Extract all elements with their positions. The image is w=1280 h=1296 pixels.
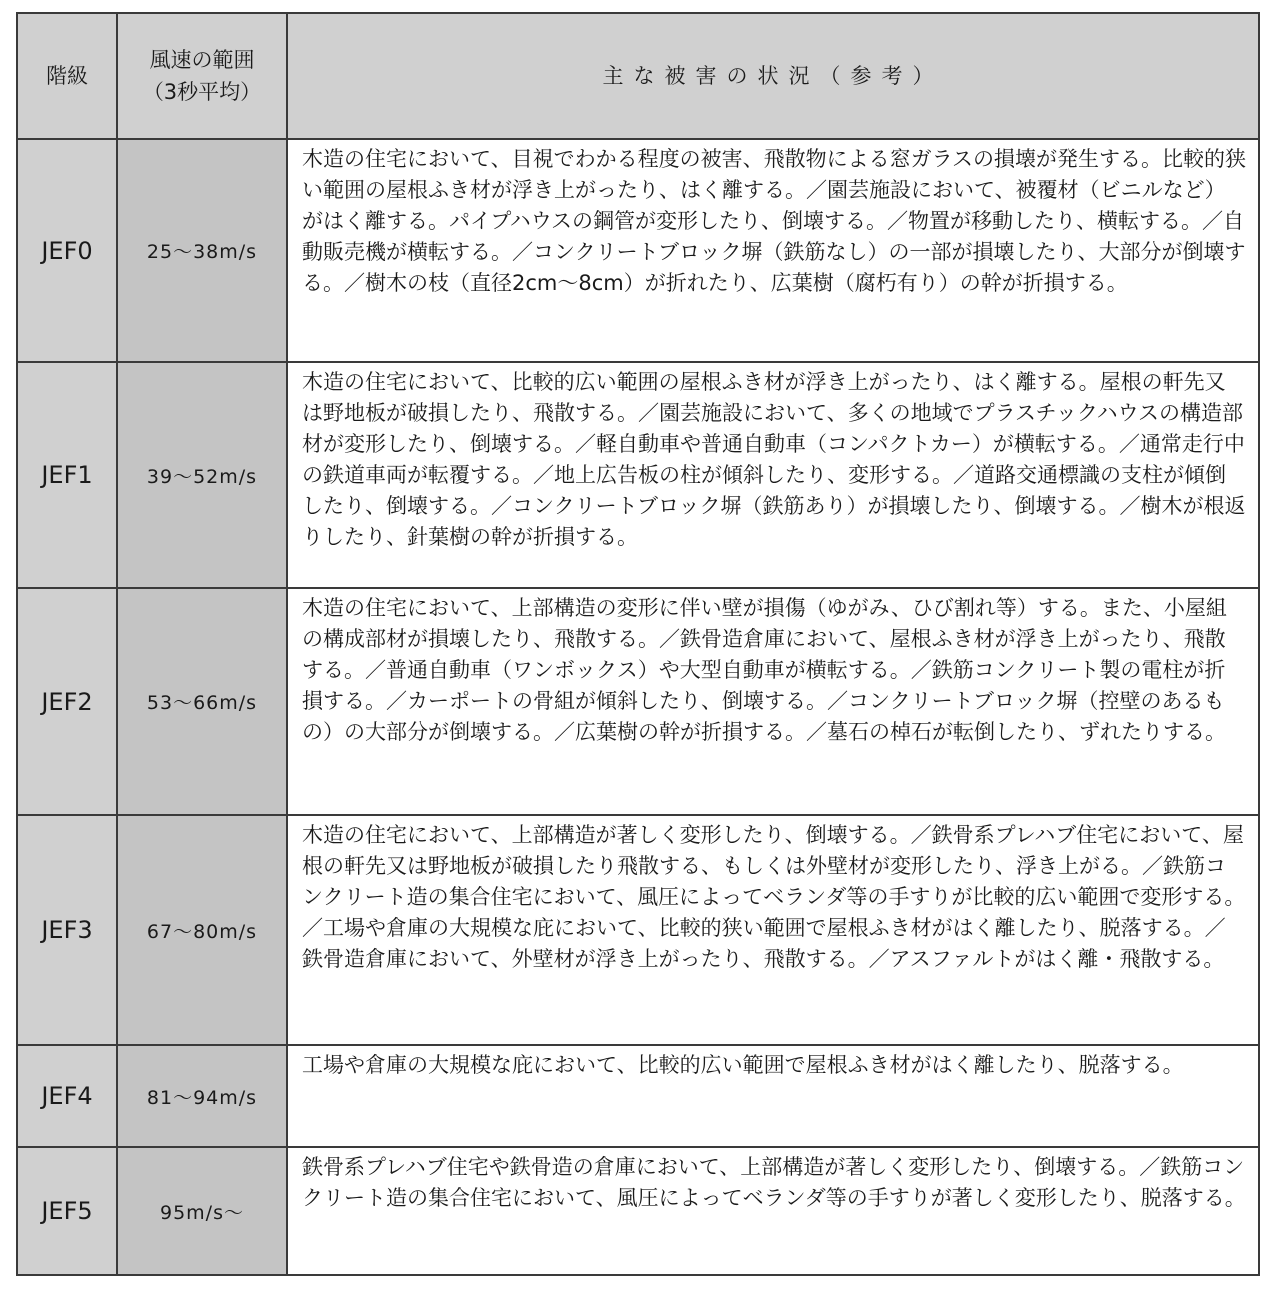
grade-cell: JEF0 [17,139,117,362]
damage-description-cell: 木造の住宅において、比較的広い範囲の屋根ふき材が浮き上がったり、はく離する。屋根の軒先又は野地板が破損したり、飛散する。／園芸施設において、多くの地域でプラスチックハウスの構造部材が変形したり、倒壊する。／軽自動車や普通自動車（コンパクトカー）が横転する。／通常走行中の鉄道車両が転覆する。／地上広告板の柱が傾斜したり、変形する。／道路交通標識の支柱が傾倒したり、倒壊する。／コンクリートブロック塀（鉄筋あり）が損壊したり、倒壊する。／樹木が根返りしたり、針葉樹の幹が折損する。 [287,362,1259,588]
header-wind-range-line2: （3秒平均） [142,80,262,104]
wind-range-cell: 39～52m/s [117,362,287,588]
grade-cell: JEF3 [17,815,117,1045]
wind-range-cell: 81～94m/s [117,1045,287,1147]
header-damage-description: 主な被害の状況（参考） [287,13,1259,139]
table-row [17,1147,1259,1275]
header-grade: 階級 [17,13,117,139]
wind-range-cell: 25～38m/s [117,139,287,362]
table-row [17,139,1259,362]
table-row [17,1045,1259,1147]
grade-cell: JEF2 [17,588,117,815]
header-wind-range [117,13,287,139]
jef-scale-table [16,12,1260,1276]
table-header-row [17,13,1259,139]
damage-description-cell: 鉄骨系プレハブ住宅や鉄骨造の倉庫において、上部構造が著しく変形したり、倒壊する。／鉄筋コンクリート造の集合住宅において、風圧によってベランダ等の手すりが著しく変形したり、脱落する。 [287,1147,1259,1275]
damage-description-cell: 木造の住宅において、目視でわかる程度の被害、飛散物による窓ガラスの損壊が発生する。比較的狭い範囲の屋根ふき材が浮き上がったり、はく離する。／園芸施設において、被覆材（ビニルなど）がはく離する。パイプハウスの鋼管が変形したり、倒壊する。／物置が移動したり、横転する。／自動販売機が横転する。／コンクリートブロック塀（鉄筋なし）の一部が損壊したり、大部分が倒壊する。／樹木の枝（直径2cm～8cm）が折れたり、広葉樹（腐朽有り）の幹が折損する。 [287,139,1259,362]
damage-description-cell: 木造の住宅において、上部構造が著しく変形したり、倒壊する。／鉄骨系プレハブ住宅において、屋根の軒先又は野地板が破損したり飛散する、もしくは外壁材が変形したり、浮き上がる。／鉄筋コンクリート造の集合住宅において、風圧によってベランダ等の手すりが比較的広い範囲で変形する。／工場や倉庫の大規模な庇において、比較的狭い範囲で屋根ふき材がはく離したり、脱落する。／鉄骨造倉庫において、外壁材が浮き上がったり、飛散する。／アスファルトがはく離・飛散する。 [287,815,1259,1045]
grade-cell: JEF5 [17,1147,117,1275]
wind-range-cell: 67～80m/s [117,815,287,1045]
grade-cell: JEF1 [17,362,117,588]
grade-cell: JEF4 [17,1045,117,1147]
wind-range-cell: 95m/s～ [117,1147,287,1275]
wind-range-cell: 53～66m/s [117,588,287,815]
table-row [17,362,1259,588]
table-row [17,815,1259,1045]
table-row [17,588,1259,815]
damage-description-cell: 木造の住宅において、上部構造の変形に伴い壁が損傷（ゆがみ、ひび割れ等）する。また、小屋組の構成部材が損壊したり、飛散する。／鉄骨造倉庫において、屋根ふき材が浮き上がったり、飛散する。／普通自動車（ワンボックス）や大型自動車が横転する。／鉄筋コンクリート製の電柱が折損する。／カーポートの骨組が傾斜したり、倒壊する。／コンクリートブロック塀（控壁のあるもの）の大部分が倒壊する。／広葉樹の幹が折損する。／墓石の棹石が転倒したり、ずれたりする。 [287,588,1259,815]
header-wind-range-line1: 風速の範囲 [149,48,255,72]
damage-description-cell: 工場や倉庫の大規模な庇において、比較的広い範囲で屋根ふき材がはく離したり、脱落する。 [287,1045,1259,1147]
